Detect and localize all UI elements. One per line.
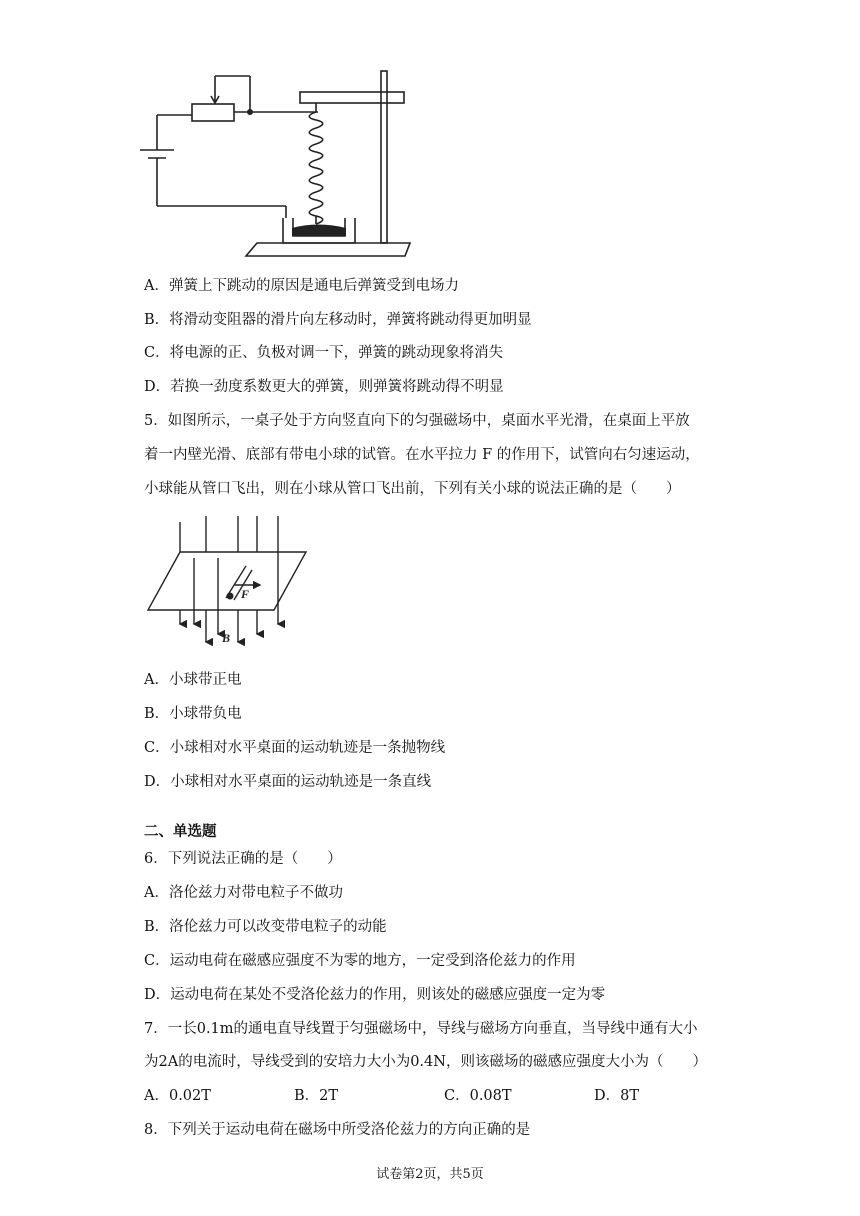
field-label: B bbox=[222, 631, 231, 645]
q4-option-d[interactable]: D．若换一劲度系数更大的弹簧，则弹簧将跳动得不明显 bbox=[144, 379, 504, 395]
q5-stem-line-3: 小球能从管口飞出，则在小球从管口飞出前，下列有关小球的说法正确的是（ ） bbox=[144, 481, 681, 497]
force-label: F bbox=[241, 587, 250, 601]
q7-option-b[interactable]: B．2T bbox=[294, 1088, 339, 1104]
q6-option-b[interactable]: B．洛伦兹力可以改变带电粒子的动能 bbox=[144, 919, 387, 935]
q5-option-c[interactable]: C．小球相对水平桌面的运动轨迹是一条抛物线 bbox=[144, 740, 446, 756]
q8-stem: 8．下列关于运动电荷在磁场中所受洛伦兹力的方向正确的是 bbox=[144, 1122, 531, 1138]
page-footer: 试卷第2页，共5页 bbox=[376, 1167, 484, 1182]
q5-option-a[interactable]: A．小球带正电 bbox=[144, 672, 242, 688]
q7-stem-line-1: 7．一长0.1m的通电直导线置于匀强磁场中，导线与磁场方向垂直，当导线中通有大小 bbox=[144, 1021, 698, 1037]
q6-option-a[interactable]: A．洛伦兹力对带电粒子不做功 bbox=[144, 885, 343, 901]
q7-option-c[interactable]: C．0.08T bbox=[444, 1088, 512, 1104]
q5-option-b[interactable]: B．小球带负电 bbox=[144, 706, 242, 722]
q5-stem-line-2: 着一内壁光滑、底部有带电小球的试管。在水平拉力 F 的作用下，试管向右匀速运动， bbox=[144, 447, 700, 463]
q7-option-d[interactable]: D．8T bbox=[594, 1088, 640, 1104]
spring-circuit-figure bbox=[140, 66, 415, 262]
q7-option-a[interactable]: A．0.02T bbox=[144, 1088, 211, 1104]
q4-option-c[interactable]: C．将电源的正、负极对调一下，弹簧的跳动现象将消失 bbox=[144, 345, 504, 361]
q6-option-c[interactable]: C．运动电荷在磁感应强度不为零的地方，一定受到洛伦兹力的作用 bbox=[144, 953, 576, 969]
magnetic-field-table-figure bbox=[142, 512, 317, 652]
q7-stem-line-2: 为2A的电流时，导线受到的安培力大小为0.4N，则该磁场的磁感应强度大小为（ ） bbox=[144, 1054, 707, 1070]
q6-stem: 6．下列说法正确的是（ ） bbox=[144, 851, 342, 867]
q5-stem-line-1: 5．如图所示，一桌子处于方向竖直向下的匀强磁场中，桌面水平光滑，在桌面上平放 bbox=[144, 413, 690, 429]
q4-option-a[interactable]: A．弹簧上下跳动的原因是通电后弹簧受到电场力 bbox=[144, 278, 459, 294]
section-title: 二、单选题 bbox=[144, 823, 217, 840]
q4-option-b[interactable]: B．将滑动变阻器的滑片向左移动时，弹簧将跳动得更加明显 bbox=[144, 312, 532, 328]
q5-option-d[interactable]: D．小球相对水平桌面的运动轨迹是一条直线 bbox=[144, 774, 432, 790]
q6-option-d[interactable]: D．运动电荷在某处不受洛伦兹力的作用，则该处的磁感应强度一定为零 bbox=[144, 987, 606, 1003]
